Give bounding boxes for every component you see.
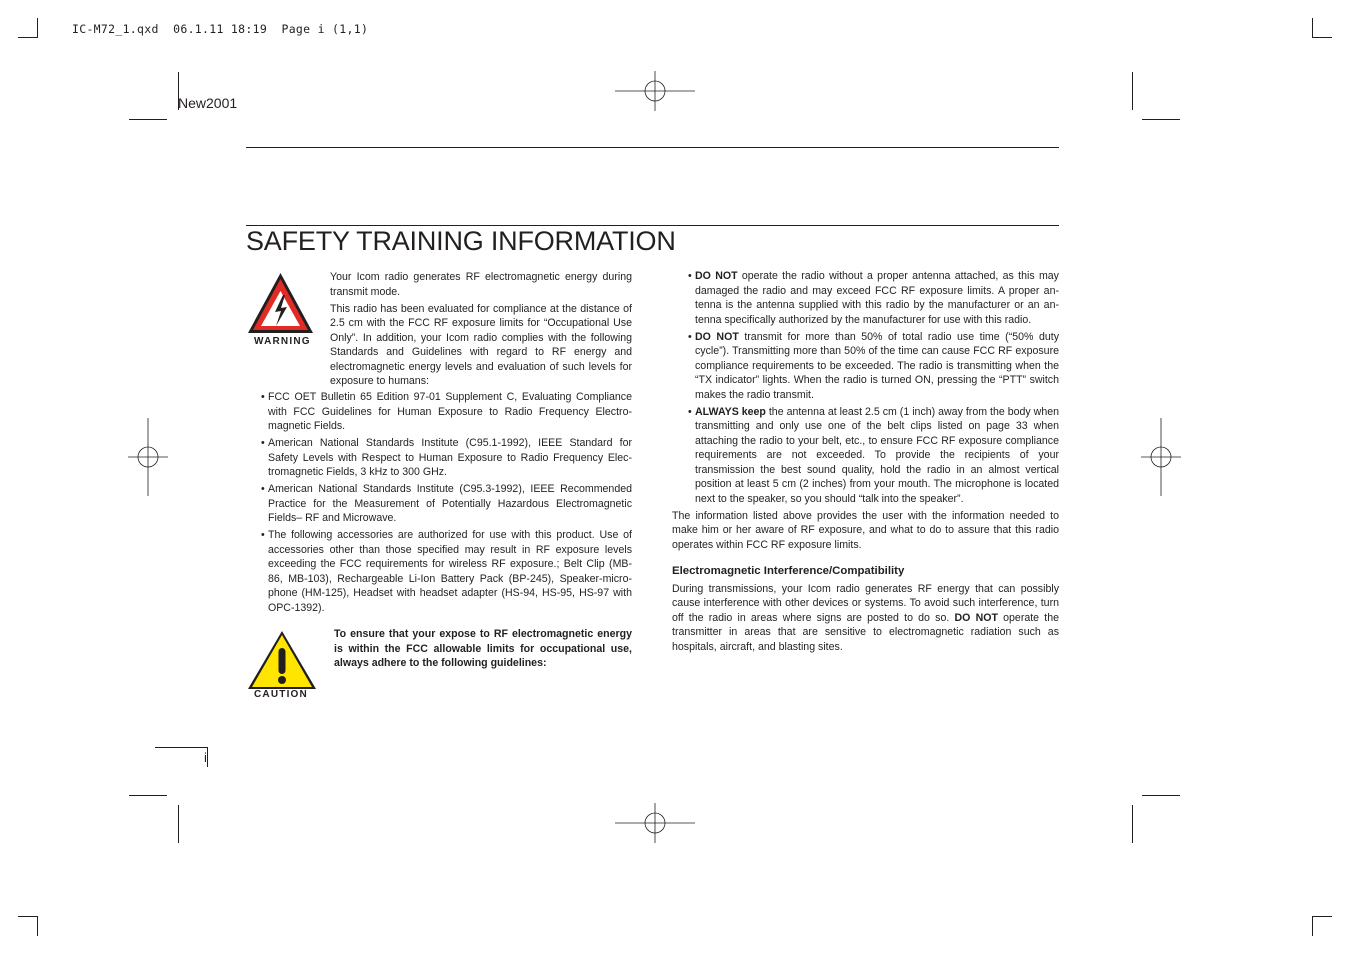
section-heading: Electromagnetic Interference/Compatibility xyxy=(672,565,905,578)
footer-rule xyxy=(207,747,208,767)
list-item: • American National Standards Institute (C95.1-1992), IEEE Standard for Safety Levels with Respect to Human Exposure to Radio Frequency Electromagnetic Fields, 3 kHz to 300 GHz. xyxy=(261,436,632,480)
list-item xyxy=(688,269,1059,327)
version-label: New2001 xyxy=(178,95,238,111)
list-item: • The following accessories are authorized for use with this product. Use of accessories other than those specified may result in RF exposure levels exceeding the FCC requirements for wireless RF exposure.; Belt Clip (MB-86, MB-103), Rechargeable Li-Ion Battery Pack (BP-245), Speaker-microphone (HM-125), Headset with headset adapter (HS-94, HS-95, HS-97 with OPC-1392). xyxy=(261,528,632,615)
list-item: • FCC OET Bulletin 65 Edition 97-01 Supplement C, Evaluating Compliance with FCC Guidelines for Human Exposure to Radio Frequency Electromagnetic Fields. xyxy=(261,390,632,434)
standards-list xyxy=(261,390,632,618)
trim-mark xyxy=(1142,795,1180,796)
crop-mark xyxy=(18,916,38,917)
info-paragraph: The information listed above provides the user with the information needed to make him or her aware of RF exposure, and what to do to assure that this radio operates within FCC RF exposure limits. xyxy=(672,509,1059,551)
registration-mark xyxy=(615,71,695,111)
crop-mark xyxy=(1312,18,1313,38)
crop-mark xyxy=(1312,37,1332,38)
crop-mark xyxy=(37,916,38,936)
trim-mark xyxy=(129,795,167,796)
emphasis: DO NOT xyxy=(695,270,738,282)
page-number: i xyxy=(204,750,207,765)
emphasis: ALWAYS keep xyxy=(695,405,766,418)
list-item-text: the antenna at least 2.5 cm (1 inch) away from the body when transmitting and only use one of the belt clips listed on page 33 when attaching the radio to your belt, etc., to ensure FCC RF exposure compliance requirements are not exceeded. To provide the recipients of your transmission the best sound quality, hold the radio in an almost vertical position at least 5 cm (2 inches) from your mouth. The microphone is located next to the speaker, so you should “talk into the speaker”. xyxy=(695,405,1059,505)
list-item-text: operate the radio without a proper antenna attached, as this may damaged the radio and may exceed FCC RF exposure limits. A proper antenna is the antenna supplied with this radio by the manufacturer or an antenna specifically authorized by the manufacturer for use with this radio. xyxy=(695,270,1059,326)
emi-text: operate the transmitter in areas that are sensitive to electromagnetic radiation such as hospitals, aircraft, and blasting sites. xyxy=(672,611,1059,653)
caution-text: To ensure that your expose to RF electromagnetic energy is within the FCC allowable limits for occupational use, always adhere to the following guidelines: xyxy=(334,628,632,669)
file-slug: IC-M72_1.qxd 06.1.11 18:19 Page i (1,1) xyxy=(72,22,369,36)
caution-icon xyxy=(247,630,317,690)
crop-mark xyxy=(1312,916,1313,936)
right-column xyxy=(672,269,1059,654)
registration-mark xyxy=(1141,418,1181,496)
caution-label: CAUTION xyxy=(254,689,308,700)
footer-rule xyxy=(155,747,207,748)
trim-mark xyxy=(1142,119,1180,120)
list-item xyxy=(688,405,1059,507)
trim-mark xyxy=(178,805,179,843)
emphasis: DO NOT xyxy=(954,611,998,624)
page-title: SAFETY TRAINING INFORMATION xyxy=(246,226,676,256)
list-item-text: transmit for more than 50% of total radio use time (“50% duty cycle”). Transmitting more than 50% of the time can cause FCC RF exposure compliance requirements to be exceeded. The radio is transmitting when the “TX indicator” lights. When the radio is turned ON, pressing the “PTT” switch makes the radio transmit. xyxy=(695,330,1059,401)
crop-mark xyxy=(1312,916,1332,917)
intro-paragraph: Your Icom radio generates RF electromagnetic energy during transmit mode. xyxy=(330,271,632,298)
header-rule xyxy=(246,147,1059,148)
emi-text: During transmissions, your Icom radio generates RF energy that can possibly cause interference with other devices or systems. To avoid such interference, turn off the radio in areas where signs are posted to do so. xyxy=(672,582,1059,624)
trim-mark xyxy=(1132,72,1133,110)
registration-mark xyxy=(128,418,168,496)
trim-mark xyxy=(129,119,167,120)
crop-mark xyxy=(18,37,38,38)
registration-mark xyxy=(615,803,695,843)
emphasis: DO NOT xyxy=(695,330,739,343)
warning-icon xyxy=(246,271,315,335)
compliance-paragraph: This radio has been evaluated for compliance at the distance of 2.5 cm with the FCC RF exposure limits for “Occupational Use Only”. In addition, your Icom radio complies with the following Standards and Guidelines with regard to RF energy and electromagnetic energy levels and evaluation of such levels for exposure to humans: xyxy=(330,302,632,388)
emi-paragraph xyxy=(672,582,1059,655)
list-item xyxy=(688,330,1059,403)
warning-label: WARNING xyxy=(254,336,311,347)
intro-text xyxy=(330,270,632,391)
trim-mark xyxy=(1132,805,1133,843)
crop-mark xyxy=(37,18,38,38)
list-item: • American National Standards Institute (C95.3-1992), IEEE Recommended Practice for the Measurement of Potentially Hazardous Electromagnetic Fields– RF and Microwave. xyxy=(261,482,632,526)
